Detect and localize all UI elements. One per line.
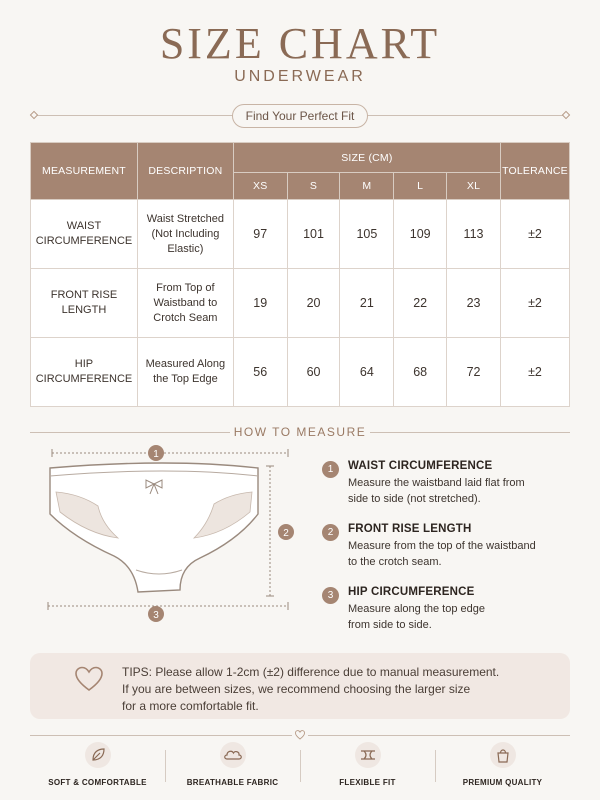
fit-label-pill: Find Your Perfect Fit [232, 104, 368, 128]
bag-icon [490, 742, 516, 768]
step-1 [322, 460, 572, 507]
step-text-line: from side to side. [348, 619, 432, 631]
measurement-line: HIP [74, 358, 94, 370]
step-text [348, 538, 572, 570]
divider-diamond-right [562, 111, 570, 119]
footer-divider-right [308, 735, 570, 736]
measurement-line: CIRCUMFERENCE [35, 373, 133, 385]
value-cell: 19 [233, 269, 287, 338]
table-row [31, 200, 570, 269]
description-cell [137, 338, 233, 407]
header-size-m: M [340, 173, 394, 200]
tips-line: for a more comfortable fit. [122, 699, 259, 713]
value-cell: 23 [447, 269, 501, 338]
marker-1-label: 1 [153, 449, 159, 460]
footer-divider-left [30, 735, 292, 736]
step-text-line: Measure from the top of the waistband [348, 540, 536, 552]
description-cell [137, 269, 233, 338]
feature-label: SOFT & COMFORTABLE [48, 778, 147, 787]
value-cell: 22 [394, 269, 447, 338]
header-measurement: MEASUREMENT [31, 143, 138, 200]
divider-diamond-left [30, 111, 38, 119]
feature-premium [435, 742, 570, 787]
description-line: Waist Stretched [146, 212, 224, 225]
marker-3 [148, 606, 164, 622]
value-cell: 68 [394, 338, 447, 407]
tolerance-cell: ±2 [500, 269, 569, 338]
tips-box [30, 653, 570, 719]
description-line: (Not Including [151, 227, 220, 240]
measure-steps [322, 460, 572, 649]
header-size-xl: XL [447, 173, 501, 200]
step-text-line: side to side (not stretched). [348, 493, 481, 505]
header-size-s: S [287, 173, 340, 200]
measurement-cell [31, 338, 138, 407]
marker-2-label: 2 [283, 528, 289, 539]
tolerance-cell: ±2 [500, 338, 569, 407]
measurement-cell [31, 269, 138, 338]
page-subtitle: UNDERWEAR [234, 68, 366, 85]
step-title: HIP CIRCUMFERENCE [348, 586, 475, 598]
step-text-line: Measure along the top edge [348, 603, 485, 615]
header-size-xs: XS [233, 173, 287, 200]
features-row [0, 742, 600, 800]
feature-flexible [300, 742, 435, 787]
feature-label: BREATHABLE FABRIC [186, 778, 279, 787]
value-cell: 105 [340, 200, 394, 269]
description-cell [137, 200, 233, 269]
step-title: WAIST CIRCUMFERENCE [348, 460, 493, 472]
step-number: 2 [322, 524, 339, 541]
value-cell: 21 [340, 269, 394, 338]
measure-line-2 [266, 466, 274, 596]
marker-3-label: 3 [153, 610, 159, 621]
measurement-line: FRONT RISE [50, 289, 118, 301]
value-cell: 97 [233, 200, 287, 269]
page-title: SIZE CHART [159, 19, 441, 68]
table-row [31, 338, 570, 407]
step-2 [322, 523, 572, 570]
size-table [30, 142, 570, 407]
description-line: Elastic) [167, 242, 204, 255]
value-cell: 60 [287, 338, 340, 407]
value-cell: 72 [447, 338, 501, 407]
measurement-line: LENGTH [61, 304, 107, 316]
measurement-line: CIRCUMFERENCE [35, 235, 133, 247]
tips-line: If you are between sizes, we recommend choosing the larger size [122, 682, 471, 696]
small-heart-icon [295, 730, 305, 740]
header-description: DESCRIPTION [137, 143, 233, 200]
step-number: 1 [322, 461, 339, 478]
tolerance-cell: ±2 [500, 200, 569, 269]
value-cell: 20 [287, 269, 340, 338]
description-line: Waistband to [153, 296, 218, 309]
how-to-measure-label: HOW TO MEASURE [233, 425, 367, 439]
feature-breathable [165, 742, 300, 787]
description-line: Measured Along [145, 358, 226, 370]
header-tolerance: TOLERANCE [500, 143, 569, 200]
marker-2 [278, 524, 294, 540]
value-cell: 109 [394, 200, 447, 269]
feature-soft [30, 742, 165, 787]
measure-line-3 [48, 602, 288, 610]
underwear-diagram [30, 440, 310, 630]
tips-line: TIPS: Please allow 1-2cm (±2) difference due to manual measurement. [122, 665, 500, 679]
step-3 [322, 586, 572, 633]
leaf-icon [85, 742, 111, 768]
step-text [348, 601, 572, 633]
marker-1 [148, 445, 164, 461]
tips-text [122, 664, 562, 715]
measurement-cell [31, 200, 138, 269]
stretch-icon [355, 742, 381, 768]
step-number: 3 [322, 587, 339, 604]
step-text-line: Measure the waistband laid flat from [348, 477, 525, 489]
table-row [31, 269, 570, 338]
feature-label: PREMIUM QUALITY [462, 778, 543, 787]
heart-icon [74, 665, 104, 693]
step-text [348, 475, 572, 507]
feature-label: FLEXIBLE FIT [339, 778, 396, 787]
cloud-icon [220, 742, 246, 768]
measurement-line: WAIST [66, 220, 102, 232]
description-line: From Top of [156, 281, 215, 294]
description-line: the Top Edge [153, 373, 218, 385]
step-text-line: to the crotch seam. [348, 556, 442, 568]
header-size-l: L [394, 173, 447, 200]
value-cell: 113 [447, 200, 501, 269]
description-line: Crotch Seam [153, 311, 218, 324]
step-title: FRONT RISE LENGTH [348, 523, 472, 535]
value-cell: 101 [287, 200, 340, 269]
value-cell: 64 [340, 338, 394, 407]
value-cell: 56 [233, 338, 287, 407]
measure-line-1 [52, 449, 288, 457]
header-size-group: SIZE (CM) [233, 143, 500, 173]
